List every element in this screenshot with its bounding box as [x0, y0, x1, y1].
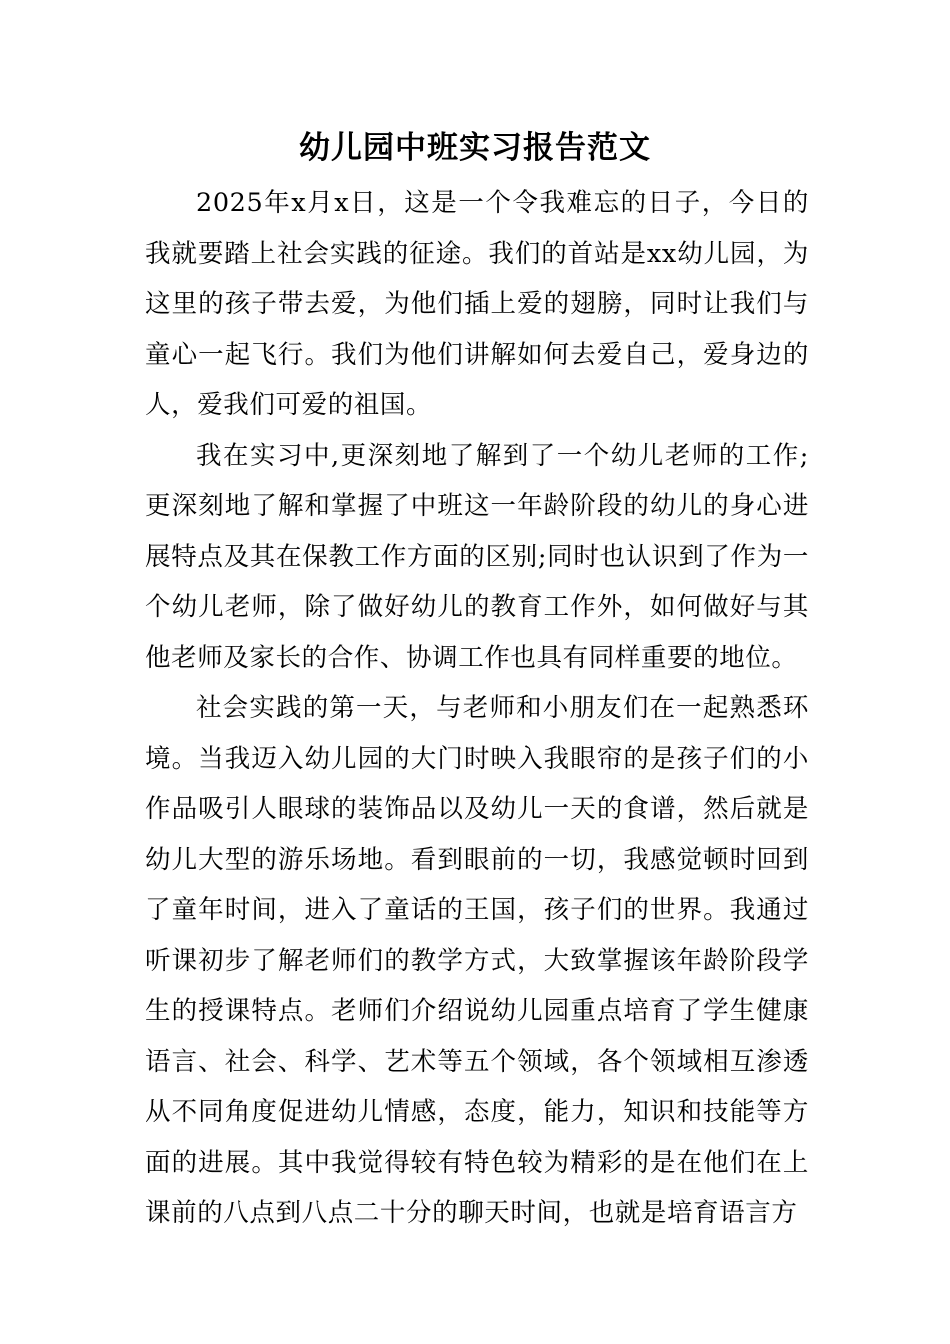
document-title: 幼儿园中班实习报告范文 [299, 130, 651, 166]
paragraph-1: 2025年x月x日，这是一个令我难忘的日子，今日的我就要踏上社会实践的征途。我们的首站是xx幼儿园，为这里的孩子带去爱，为他们插上爱的翅膀，同时让我们与童心一起飞行。我们为他们讲解如何去爱自己，爱身边的人，爱我们可爱的祖国。 [145, 188, 809, 420]
document-body [145, 178, 809, 1239]
paragraph-2: 我在实习中,更深刻地了解到了一个幼儿老师的工作;更深刻地了解和掌握了中班这一年龄阶段的幼儿的身心进展特点及其在保教工作方面的区别;同时也认识到了作为一个幼儿老师，除了做好幼儿的教育工作外，如何做好与其他老师及家长的合作、协调工作也具有同样重要的地位。 [145, 440, 809, 673]
paragraph-3: 社会实践的第一天，与老师和小朋友们在一起熟悉环境。当我迈入幼儿园的大门时映入我眼帘的是孩子们的小作品吸引人眼球的装饰品以及幼儿一天的食谱，然后就是幼儿大型的游乐场地。看到眼前的一切，我感觉顿时回到了童年时间，进入了童话的王国，孩子们的世界。我通过听课初步了解老师们的教学方式，大致掌握该年龄阶段学生的授课特点。老师们介绍说幼儿园重点培育了学生健康语言、社会、科学、艺术等五个领域，各个领域相互渗透从不同角度促进幼儿情感，态度，能力，知识和技能等方面的进展。其中我觉得较有特色较为精彩的是在他们在上课前的八点到八点二十分的聊天时间，也就是培育语言方 [145, 693, 809, 1228]
